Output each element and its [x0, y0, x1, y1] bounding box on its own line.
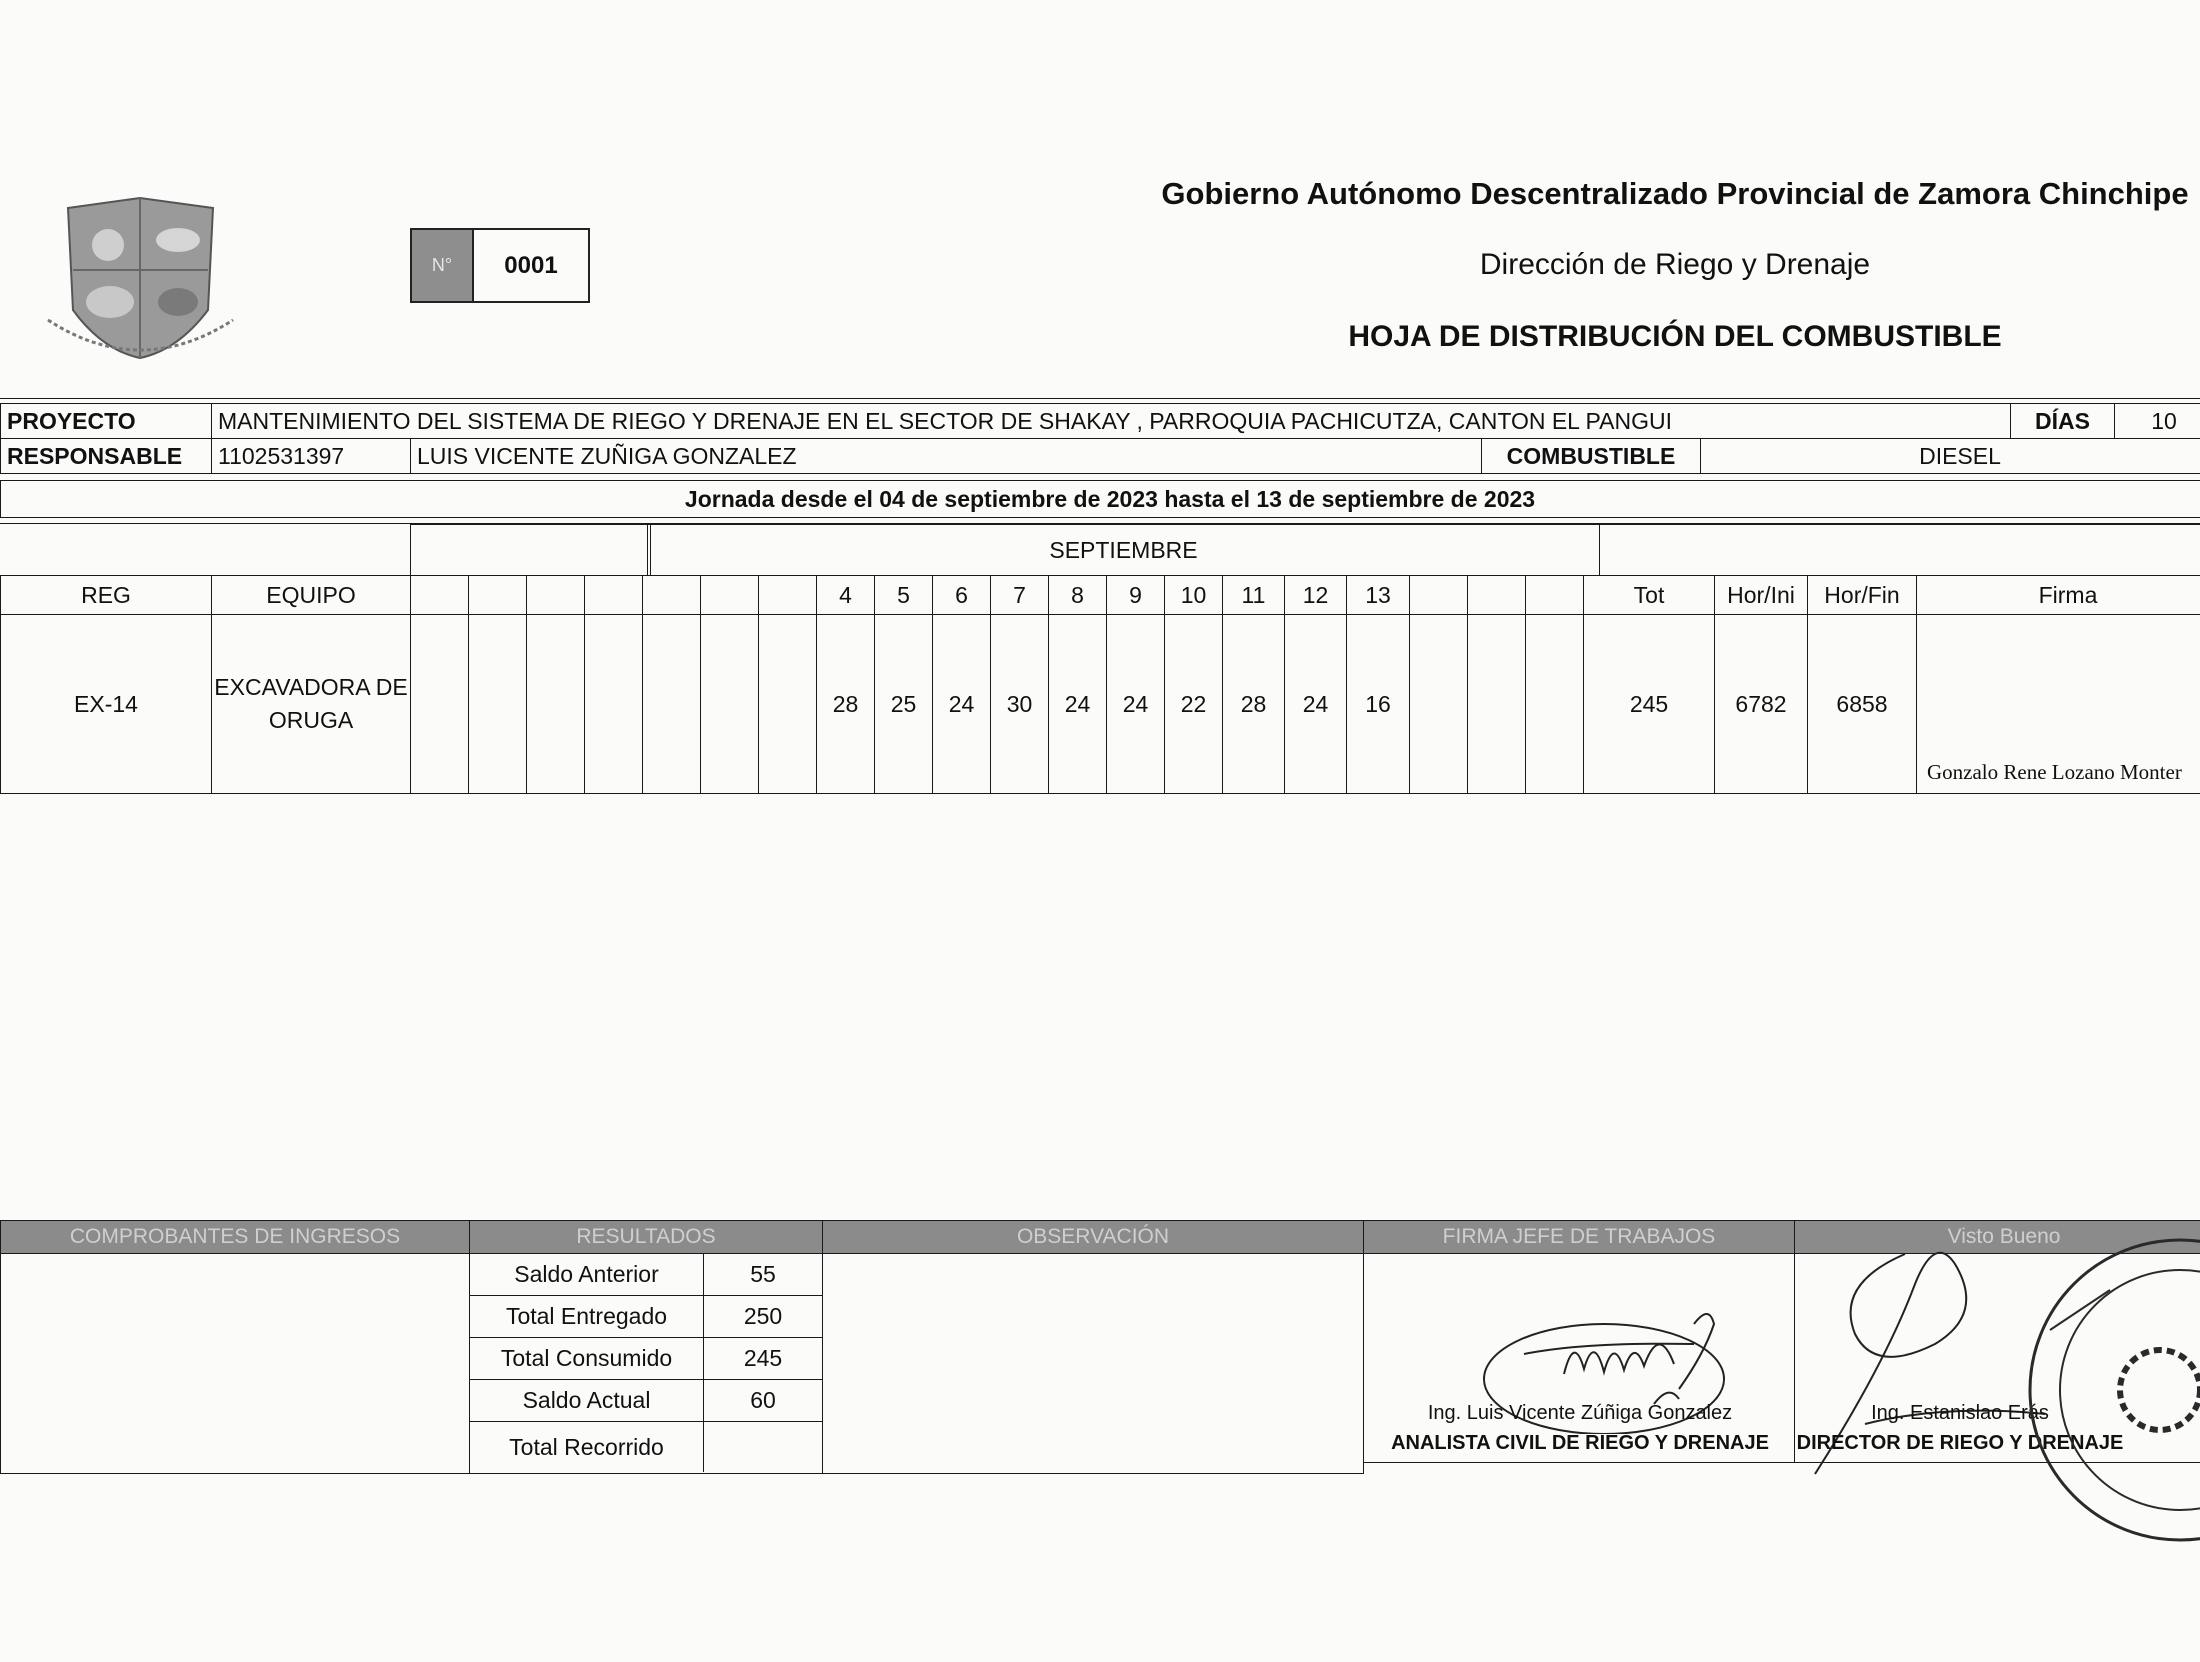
blank-day-header [410, 575, 469, 615]
dias-label: DÍAS [2010, 403, 2115, 439]
day-header: 5 [874, 575, 933, 615]
responsable-name: LUIS VICENTE ZUÑIGA GONZALEZ [410, 438, 1482, 474]
day-value: 24 [1106, 614, 1165, 794]
blank-day-cell [410, 614, 469, 794]
coat-of-arms-logo [28, 190, 253, 370]
jefe-role: ANALISTA CIVIL DE RIEGO Y DRENAJE [1391, 1432, 1769, 1454]
day-value: 24 [932, 614, 991, 794]
col-header-firma: Firma [1916, 575, 2200, 615]
dias-value: 10 [2114, 403, 2200, 439]
blank-day-cell [758, 614, 817, 794]
day-value: 28 [1222, 614, 1285, 794]
blank-day-header [1409, 575, 1468, 615]
blank-day-header [758, 575, 817, 615]
resultado-label: Total Consumido [470, 1338, 704, 1379]
day-value: 28 [816, 614, 875, 794]
day-value: 24 [1048, 614, 1107, 794]
day-header: 8 [1048, 575, 1107, 615]
blank-day-cell [584, 614, 643, 794]
resultado-row [470, 1254, 822, 1296]
day-header: 13 [1346, 575, 1410, 615]
document-title: HOJA DE DISTRIBUCIÓN DEL COMBUSTIBLE [1348, 320, 2002, 353]
hor-fin-value: 6858 [1807, 614, 1917, 794]
responsable-label: RESPONSABLE [0, 438, 212, 474]
day-value: 25 [874, 614, 933, 794]
firma-jefe-header: FIRMA JEFE DE TRABAJOS [1363, 1220, 1795, 1254]
col-header-tot: Tot [1583, 575, 1715, 615]
blank-day-header [1467, 575, 1526, 615]
proyecto-value: MANTENIMIENTO DEL SISTEMA DE RIEGO Y DRENAJE EN EL SECTOR DE SHAKAY , PARROQUIA PACHICUTZA, CANTON EL PANGUI [211, 403, 2011, 439]
official-stamp [1990, 1230, 2200, 1560]
col-header-reg: REG [0, 575, 212, 615]
resultado-row [470, 1422, 822, 1472]
blank-day-cell [1409, 614, 1468, 794]
resultado-label: Total Entregado [470, 1296, 704, 1337]
day-header: 4 [816, 575, 875, 615]
top-rule [0, 398, 2200, 399]
blank-day-cell [468, 614, 527, 794]
comprobantes-header: COMPROBANTES DE INGRESOS [0, 1220, 470, 1254]
blank-day-header [584, 575, 643, 615]
blank-day-header [468, 575, 527, 615]
blank-day-header [642, 575, 701, 615]
equipo-line: ORUGA [268, 707, 354, 733]
hor-ini-value: 6782 [1714, 614, 1808, 794]
blank-day-header [526, 575, 585, 615]
jefe-name: Ing. Luis Vicente Zúñiga Gonzalez [1427, 1402, 1733, 1424]
blank-day-cell [526, 614, 585, 794]
day-header: 10 [1164, 575, 1223, 615]
month-header-blank [410, 524, 651, 576]
firma-value: Gonzalo Rene Lozano Monter [1916, 614, 2200, 794]
firma-jefe-box [1363, 1253, 1795, 1463]
tot-value: 245 [1583, 614, 1715, 794]
month-header-right [1599, 524, 2200, 576]
document-number: 0001 [504, 251, 558, 279]
resultado-value [704, 1422, 822, 1472]
equipo-line: EXCAVADORA DE [214, 674, 408, 700]
proyecto-label: PROYECTO [0, 403, 212, 439]
visto-bueno-header: Visto Bueno [1794, 1220, 2200, 1254]
combustible-value: DIESEL [1700, 438, 2200, 474]
day-value: 24 [1284, 614, 1347, 794]
blank-day-cell [1525, 614, 1584, 794]
resultado-label: Saldo Anterior [470, 1254, 704, 1295]
blank-day-header [1525, 575, 1584, 615]
blank-day-cell [1467, 614, 1526, 794]
equipo-value [211, 614, 411, 794]
day-value: 22 [1164, 614, 1223, 794]
resultados-header: RESULTADOS [469, 1220, 823, 1254]
reg-value: EX-14 [0, 614, 212, 794]
col-header-hor-ini: Hor/Ini [1714, 575, 1808, 615]
col-header-hor-fin: Hor/Fin [1807, 575, 1917, 615]
resultados-box [469, 1253, 823, 1474]
resultado-label: Saldo Actual [470, 1380, 704, 1421]
col-header-equipo: EQUIPO [211, 575, 411, 615]
resultado-label: Total Recorrido [470, 1422, 704, 1472]
organization-title: Gobierno Autónomo Descentralizado Provincial de Zamora Chinchipe [1161, 176, 2189, 211]
observacion-box [822, 1253, 1364, 1474]
day-header: 11 [1222, 575, 1285, 615]
blank-day-cell [700, 614, 759, 794]
resultado-value: 60 [750, 1387, 776, 1413]
combustible-label: COMBUSTIBLE [1481, 438, 1701, 474]
observacion-header: OBSERVACIÓN [822, 1220, 1364, 1254]
day-value: 16 [1346, 614, 1410, 794]
resultado-value: 245 [743, 1345, 783, 1371]
director-name: Ing. Estanislao Erás [1871, 1402, 2049, 1424]
month-header: SEPTIEMBRE [647, 524, 1600, 576]
resultado-value: 250 [743, 1303, 783, 1329]
resultado-row [470, 1338, 822, 1380]
day-value: 30 [990, 614, 1049, 794]
director-role: DIRECTOR DE RIEGO Y DRENAJE [1796, 1432, 2124, 1454]
number-label: N° [412, 230, 474, 301]
department-name: Dirección de Riego y Drenaje [1479, 248, 1871, 281]
day-header: 7 [990, 575, 1049, 615]
day-header: 12 [1284, 575, 1347, 615]
jornada-banner: Jornada desde el 04 de septiembre de 2023 hasta el 13 de septiembre de 2023 [0, 480, 2200, 518]
resultado-row [470, 1296, 822, 1338]
day-header: 6 [932, 575, 991, 615]
resultado-value: 55 [750, 1261, 776, 1287]
document-number-box [410, 228, 590, 303]
blank-day-cell [642, 614, 701, 794]
day-header: 9 [1106, 575, 1165, 615]
comprobantes-box [0, 1253, 470, 1474]
responsable-id: 1102531397 [211, 438, 411, 474]
blank-day-header [700, 575, 759, 615]
resultado-row [470, 1380, 822, 1422]
